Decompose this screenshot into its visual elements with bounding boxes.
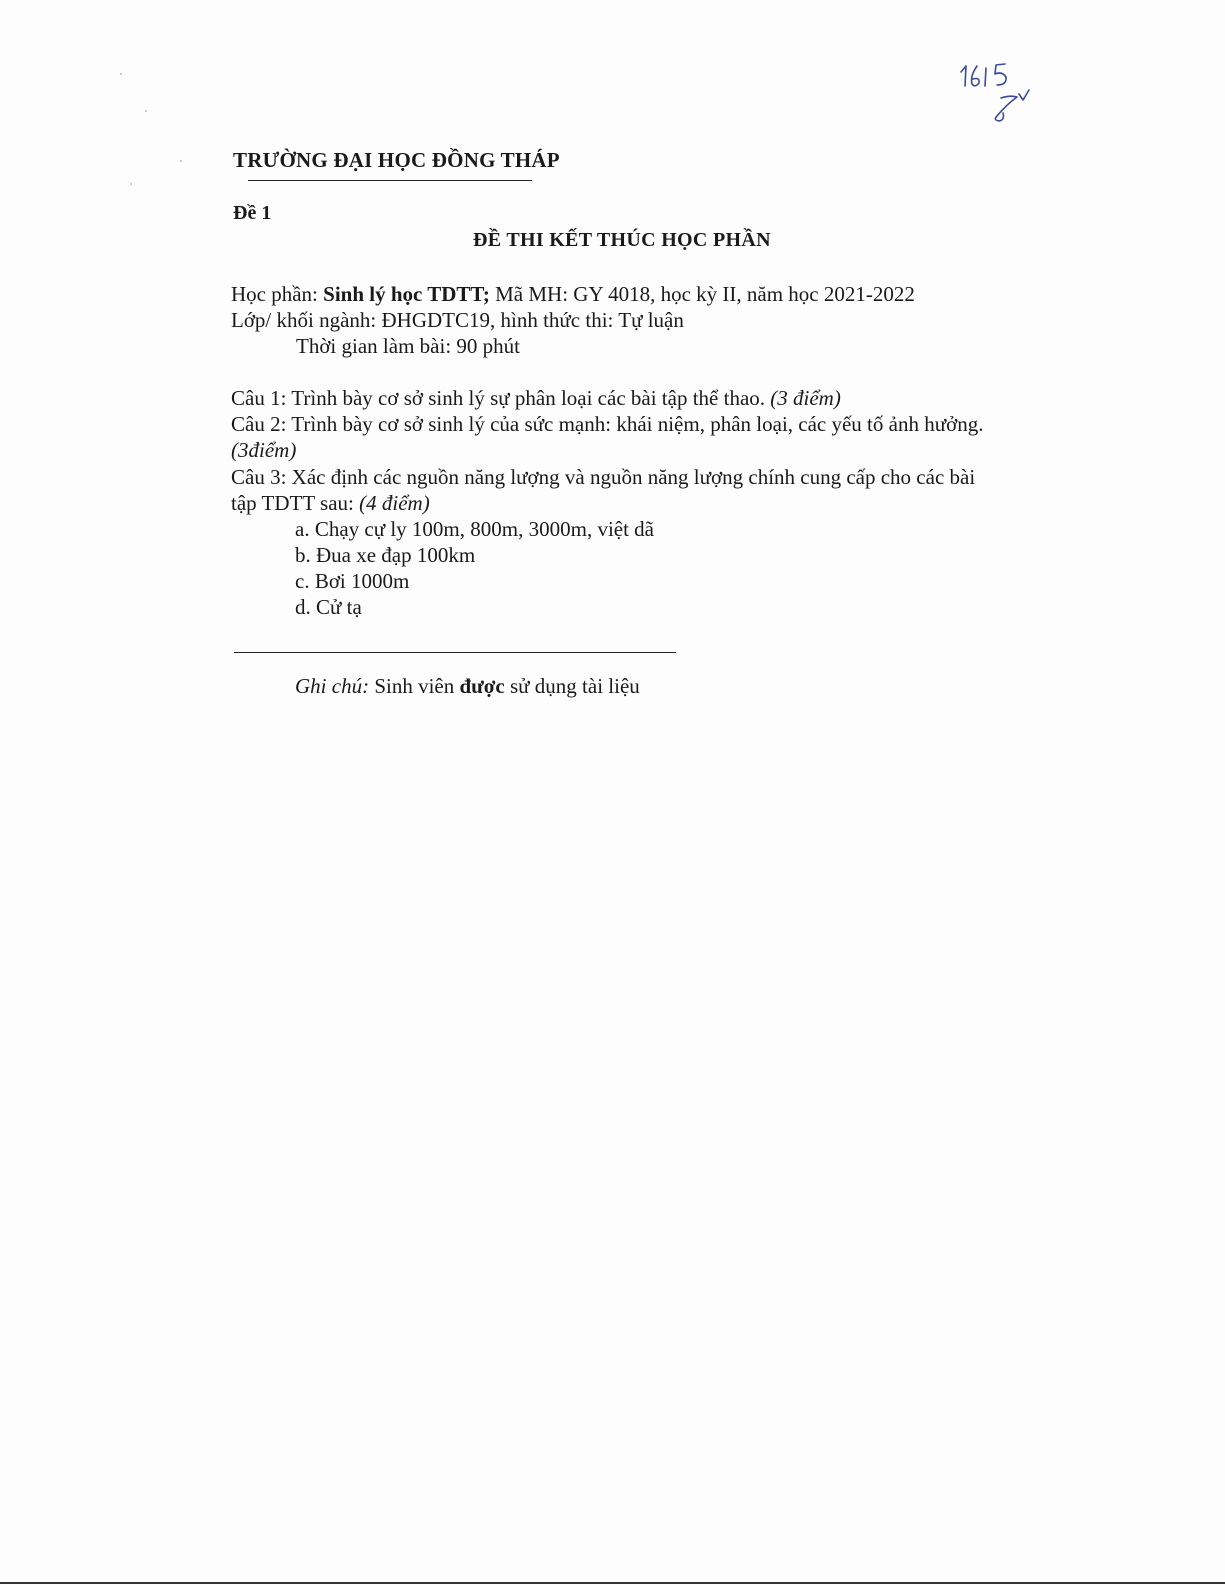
question-3-text: tập TDTT sau: [231,491,360,515]
school-name: TRƯỜNG ĐẠI HỌC ĐỒNG THÁP [233,148,560,172]
class-line: Lớp/ khối ngành: ĐHGDTC19, hình thức thi: Tự luận [231,308,684,332]
time-line: Thời gian làm bài: 90 phút [296,334,520,358]
note-label: Ghi chú: [295,674,370,698]
course-line [231,282,915,307]
exam-code: Đề 1 [233,202,272,224]
question-1 [231,386,841,411]
scan-speck [145,110,147,112]
question-1-points: (3 điểm) [770,386,841,410]
handwriting-drawing [955,58,1045,128]
scan-speck [120,73,122,75]
exam-title: ĐỀ THI KẾT THÚC HỌC PHẦN [473,229,771,251]
note-emphasis: được [459,674,505,698]
separator-line [234,652,676,653]
scan-bottom-edge [0,1582,1225,1584]
scan-speck [130,183,132,185]
question-3-points: (4 điểm) [359,491,430,515]
question-3-line-1: Câu 3: Xác định các nguồn năng lượng và nguồn năng lượng chính cung cấp cho các bài [231,465,976,489]
note-pre: Sinh viên [369,674,460,698]
question-3-item-b: b. Đua xe đạp 100km [295,543,476,567]
question-2-points: (3điểm) [231,438,297,462]
question-2: Câu 2: Trình bày cơ sở sinh lý của sức mạnh: khái niệm, phân loại, các yếu tố ảnh hưởng. [231,412,984,436]
note-post: sử dụng tài liệu [504,674,640,698]
school-underline [248,180,532,181]
question-3-item-d: d. Cử tạ [295,595,362,619]
question-3-item-a: a. Chạy cự ly 100m, 800m, 3000m, việt dã [295,517,654,541]
course-details: Mã MH: GY 4018, học kỳ II, năm học 2021-2022 [489,282,915,306]
course-name: Sinh lý học TDTT; [323,282,490,306]
course-label: Học phần: [231,282,324,306]
question-1-text: Câu 1: Trình bày cơ sở sinh lý sự phân loại các bài tập thể thao. [231,386,771,410]
question-3-line-2 [231,491,430,516]
handwritten-annotation [955,58,1045,128]
note-line [295,674,640,699]
question-3-item-c: c. Bơi 1000m [295,569,410,593]
scan-speck [180,160,182,162]
